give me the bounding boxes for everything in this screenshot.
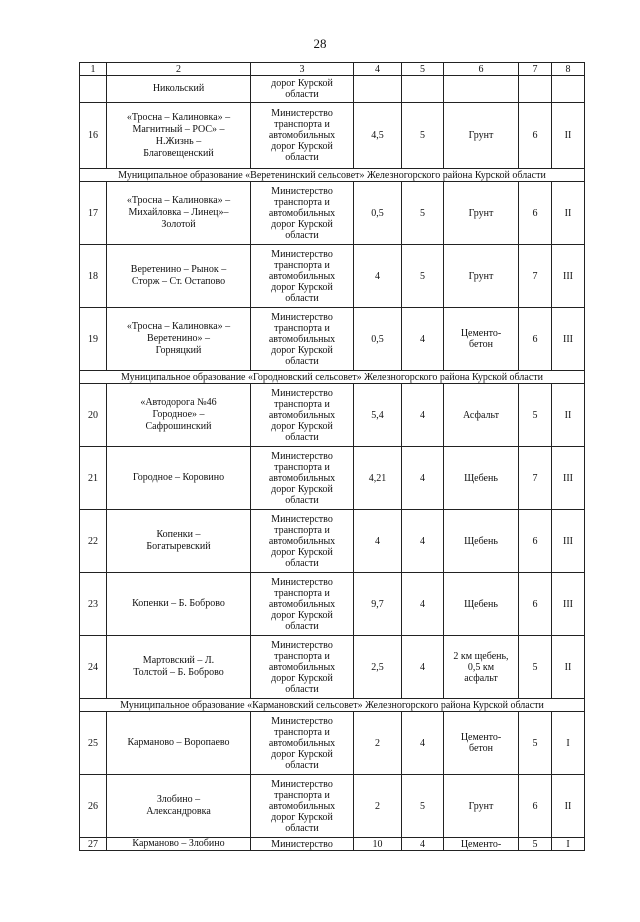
length-cell: 2 — [354, 775, 402, 838]
road-name-cell: «Тросна – Калиновка» – Магнитный – РОС» – Н.Жизнь – Благовещенский — [107, 103, 251, 169]
roads-table — [79, 62, 585, 851]
owner-cell: Министерство транспорта и автомобильных дорог Курской области — [251, 775, 354, 838]
road-name-cell: «Автодорога №46 Городное» – Сафрошинский — [107, 384, 251, 447]
length-cell: 2,5 — [354, 636, 402, 699]
column-number-6: 6 — [444, 63, 519, 76]
owner-cell: Министерство — [251, 838, 354, 851]
road-name-cell: Веретенино – Рынок – Сторж – Ст. Остапово — [107, 245, 251, 308]
table-row — [80, 76, 585, 103]
table-row — [80, 636, 585, 699]
category-cell: I — [552, 838, 585, 851]
row-number-cell: 16 — [80, 103, 107, 169]
row-number-cell — [80, 76, 107, 103]
length-cell — [354, 76, 402, 103]
column-number-7: 7 — [519, 63, 552, 76]
row-number-cell: 18 — [80, 245, 107, 308]
table-row — [80, 308, 585, 371]
owner-cell: Министерство транспорта и автомобильных дорог Курской области — [251, 712, 354, 775]
width-cell: 4 — [402, 712, 444, 775]
row-number-cell: 25 — [80, 712, 107, 775]
page-number: 28 — [313, 36, 327, 51]
length-cell: 0,5 — [354, 182, 402, 245]
owner-cell: Министерство транспорта и автомобильных дорог Курской области — [251, 384, 354, 447]
category-cell: III — [552, 447, 585, 510]
length-cell: 5,4 — [354, 384, 402, 447]
length-cell: 4,21 — [354, 447, 402, 510]
column-7-cell: 6 — [519, 308, 552, 371]
column-number-2: 2 — [107, 63, 251, 76]
column-7-cell: 6 — [519, 510, 552, 573]
row-number-cell: 19 — [80, 308, 107, 371]
column-7-cell: 5 — [519, 384, 552, 447]
table-row — [80, 384, 585, 447]
row-number-cell: 20 — [80, 384, 107, 447]
surface-cell — [444, 76, 519, 103]
road-name-cell: Злобино – Александровка — [107, 775, 251, 838]
road-name-cell: Копенки – Б. Боброво — [107, 573, 251, 636]
width-cell: 4 — [402, 308, 444, 371]
row-number-cell: 27 — [80, 838, 107, 851]
owner-cell: Министерство транспорта и автомобильных дорог Курской области — [251, 447, 354, 510]
category-cell: II — [552, 103, 585, 169]
road-name-cell: Никольский — [107, 76, 251, 103]
width-cell: 4 — [402, 447, 444, 510]
length-cell: 9,7 — [354, 573, 402, 636]
table-row — [80, 245, 585, 308]
road-name-cell: Городное – Коровино — [107, 447, 251, 510]
category-cell: III — [552, 573, 585, 636]
category-cell: II — [552, 182, 585, 245]
row-number-cell: 23 — [80, 573, 107, 636]
section-heading-row — [80, 371, 585, 384]
row-number-cell: 26 — [80, 775, 107, 838]
row-number-cell: 24 — [80, 636, 107, 699]
width-cell: 5 — [402, 245, 444, 308]
surface-cell: Щебень — [444, 573, 519, 636]
length-cell: 2 — [354, 712, 402, 775]
owner-cell: Министерство транспорта и автомобильных дорог Курской области — [251, 510, 354, 573]
width-cell: 4 — [402, 838, 444, 851]
municipality-heading: Муниципальное образование «Веретенинский сельсовет» Железногорского района Курской области — [80, 169, 585, 182]
table-row — [80, 775, 585, 838]
owner-cell: Министерство транспорта и автомобильных дорог Курской области — [251, 245, 354, 308]
column-number-8: 8 — [552, 63, 585, 76]
owner-cell: Министерство транспорта и автомобильных дорог Курской области — [251, 573, 354, 636]
surface-cell: Грунт — [444, 103, 519, 169]
table-row — [80, 712, 585, 775]
width-cell: 5 — [402, 182, 444, 245]
column-number-5: 5 — [402, 63, 444, 76]
column-7-cell: 6 — [519, 103, 552, 169]
length-cell: 4 — [354, 510, 402, 573]
column-7-cell: 7 — [519, 447, 552, 510]
section-heading-row — [80, 699, 585, 712]
width-cell: 5 — [402, 103, 444, 169]
road-name-cell: Мартовский – Л. Толстой – Б. Боброво — [107, 636, 251, 699]
municipality-heading: Муниципальное образование «Городновский сельсовет» Железногорского района Курской области — [80, 371, 585, 384]
category-cell: III — [552, 510, 585, 573]
column-7-cell — [519, 76, 552, 103]
owner-cell: Министерство транспорта и автомобильных дорог Курской области — [251, 182, 354, 245]
column-number-1: 1 — [80, 63, 107, 76]
category-cell: III — [552, 308, 585, 371]
category-cell — [552, 76, 585, 103]
owner-cell: Министерство транспорта и автомобильных дорог Курской области — [251, 636, 354, 699]
category-cell: I — [552, 712, 585, 775]
width-cell: 4 — [402, 384, 444, 447]
table-row — [80, 838, 585, 851]
owner-cell: дорог Курской области — [251, 76, 354, 103]
width-cell: 4 — [402, 510, 444, 573]
width-cell: 4 — [402, 636, 444, 699]
length-cell: 10 — [354, 838, 402, 851]
column-7-cell: 7 — [519, 245, 552, 308]
municipality-heading: Муниципальное образование «Кармановский сельсовет» Железногорского района Курской области — [80, 699, 585, 712]
table-row — [80, 182, 585, 245]
length-cell: 4,5 — [354, 103, 402, 169]
surface-cell: 2 км щебень, 0,5 км асфальт — [444, 636, 519, 699]
column-number-4: 4 — [354, 63, 402, 76]
category-cell: II — [552, 775, 585, 838]
column-number-header-row — [80, 63, 585, 76]
surface-cell: Цементо- бетон — [444, 712, 519, 775]
column-number-3: 3 — [251, 63, 354, 76]
surface-cell: Цементо- — [444, 838, 519, 851]
surface-cell: Щебень — [444, 510, 519, 573]
owner-cell: Министерство транспорта и автомобильных дорог Курской области — [251, 103, 354, 169]
row-number-cell: 21 — [80, 447, 107, 510]
column-7-cell: 5 — [519, 636, 552, 699]
table-row — [80, 573, 585, 636]
section-heading-row — [80, 169, 585, 182]
surface-cell: Щебень — [444, 447, 519, 510]
column-7-cell: 6 — [519, 573, 552, 636]
table-row — [80, 510, 585, 573]
road-name-cell: Копенки – Богатыревский — [107, 510, 251, 573]
surface-cell: Асфальт — [444, 384, 519, 447]
column-7-cell: 6 — [519, 182, 552, 245]
column-7-cell: 5 — [519, 838, 552, 851]
length-cell: 0,5 — [354, 308, 402, 371]
length-cell: 4 — [354, 245, 402, 308]
surface-cell: Грунт — [444, 245, 519, 308]
width-cell — [402, 76, 444, 103]
table-row — [80, 447, 585, 510]
category-cell: III — [552, 245, 585, 308]
category-cell: II — [552, 384, 585, 447]
road-name-cell: Карманово – Злобино — [107, 838, 251, 851]
road-name-cell: «Тросна – Калиновка» – Веретенино» – Горняцкий — [107, 308, 251, 371]
row-number-cell: 17 — [80, 182, 107, 245]
surface-cell: Цементо- бетон — [444, 308, 519, 371]
column-7-cell: 5 — [519, 712, 552, 775]
road-name-cell: «Тросна – Калиновка» – Михайловка – Линец»– Золотой — [107, 182, 251, 245]
category-cell: II — [552, 636, 585, 699]
surface-cell: Грунт — [444, 182, 519, 245]
owner-cell: Министерство транспорта и автомобильных дорог Курской области — [251, 308, 354, 371]
table-row — [80, 103, 585, 169]
table-body — [80, 63, 585, 851]
road-name-cell: Карманово – Воропаево — [107, 712, 251, 775]
width-cell: 4 — [402, 573, 444, 636]
surface-cell: Грунт — [444, 775, 519, 838]
row-number-cell: 22 — [80, 510, 107, 573]
width-cell: 5 — [402, 775, 444, 838]
column-7-cell: 6 — [519, 775, 552, 838]
